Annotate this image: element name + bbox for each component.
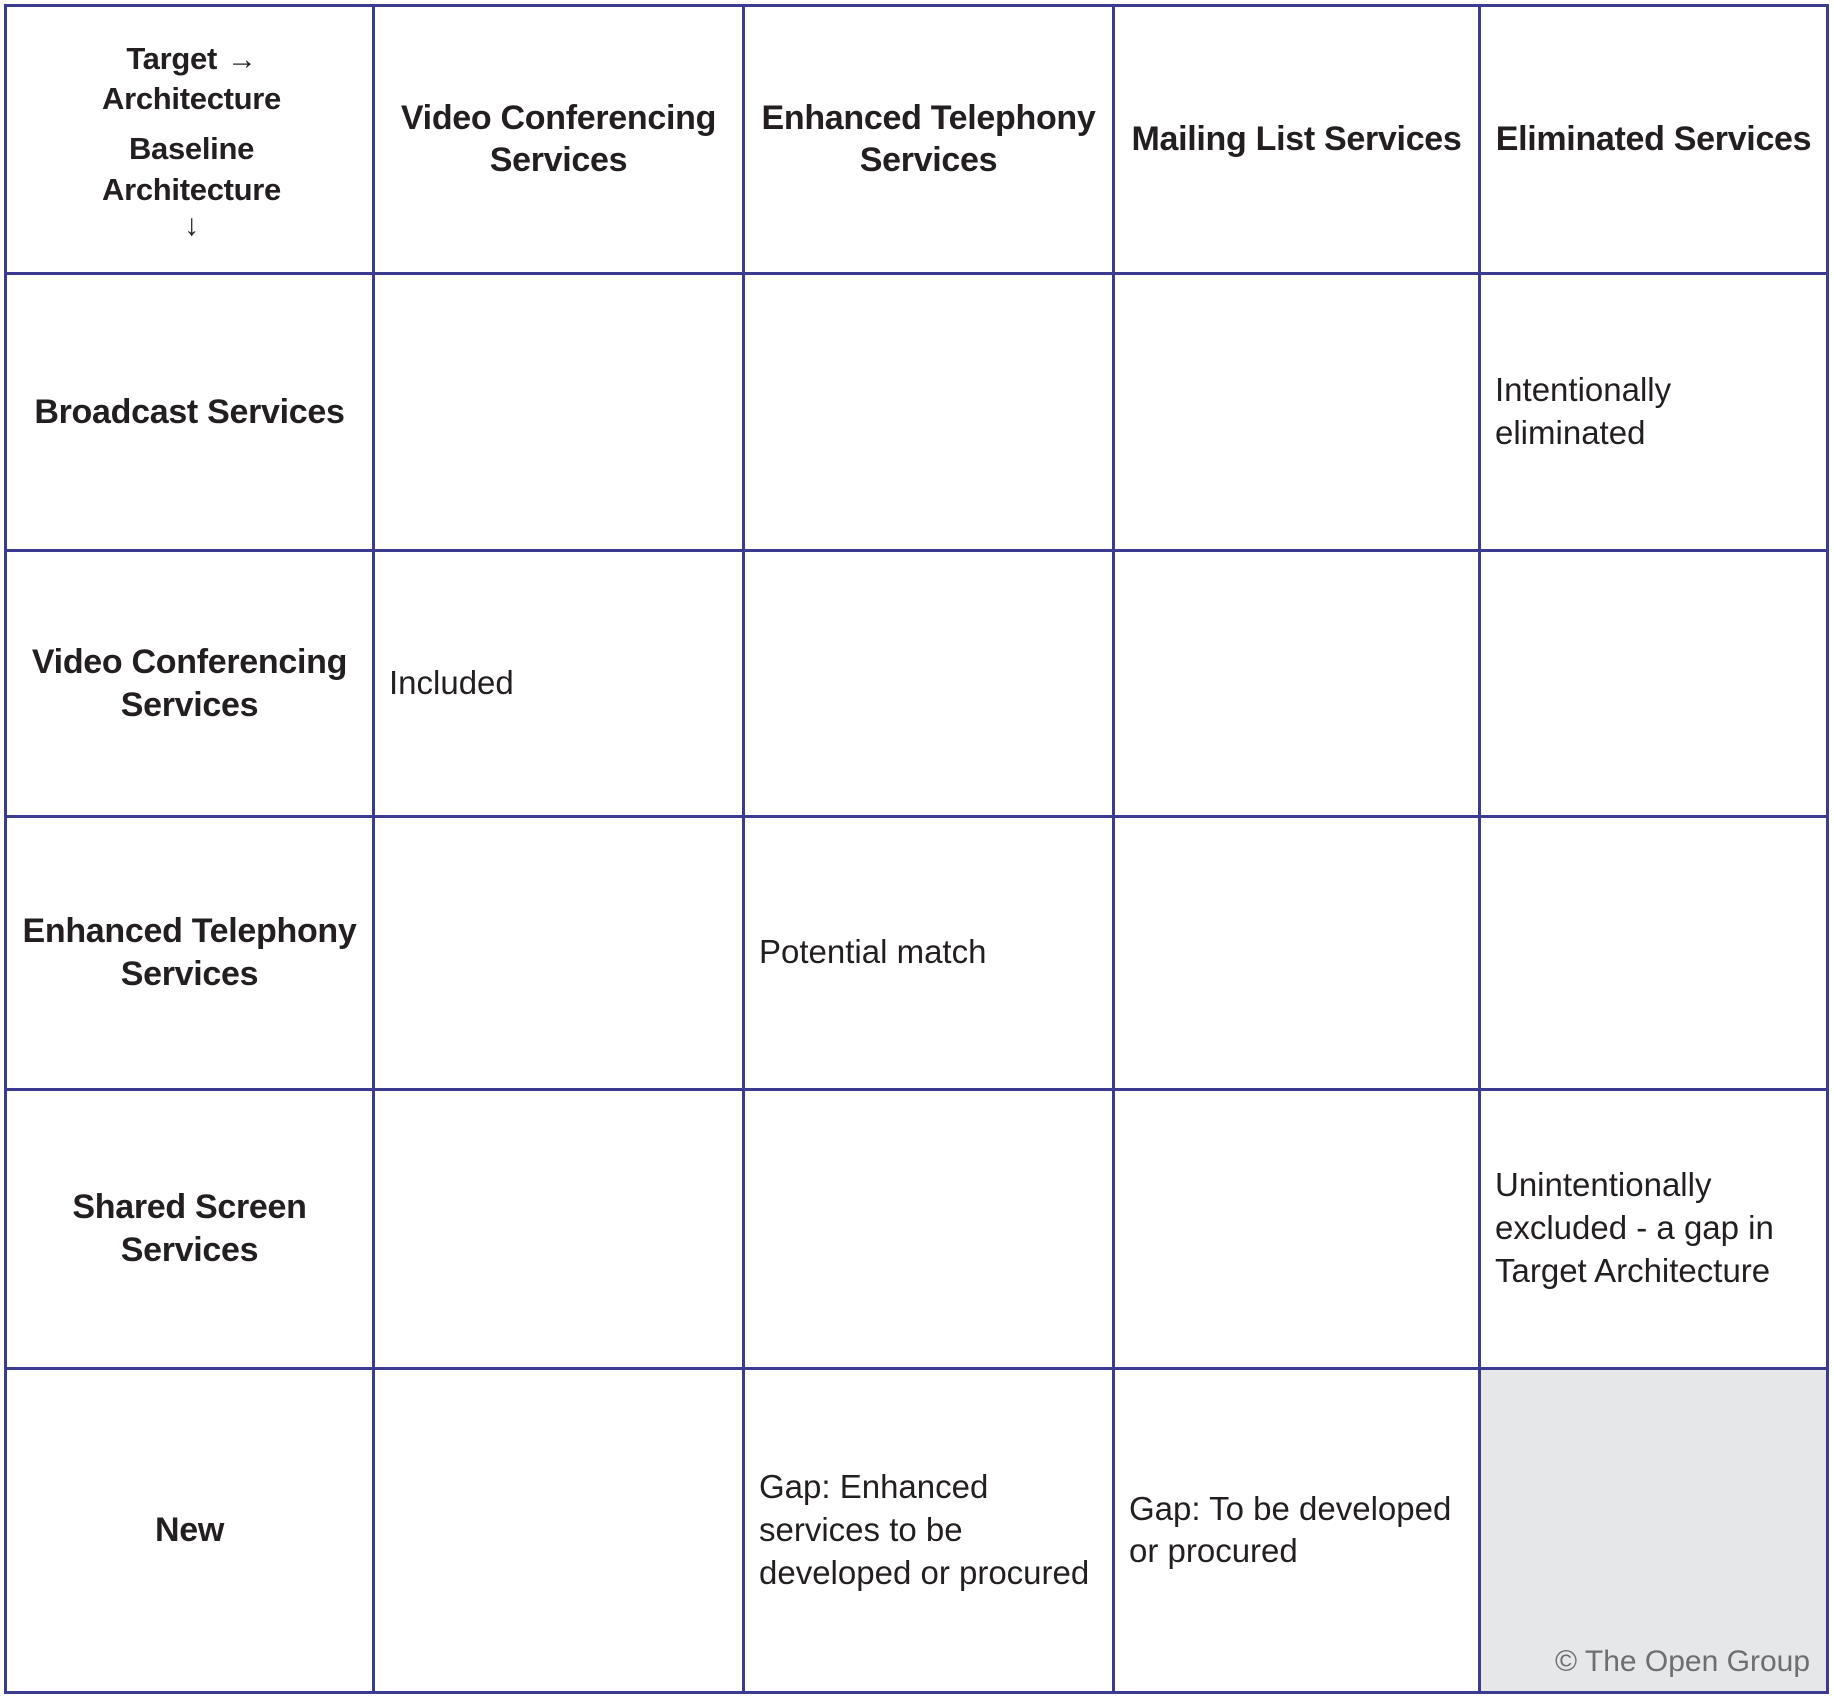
corner-target-label: Target [126,40,217,76]
column-header-enhanced-telephony-services: Enhanced Telephony Services [744,6,1114,274]
cell-new-enhanced-telephony: Gap: Enhanced services to be developed or procured [744,1368,1114,1692]
cell-new-video-conferencing [374,1368,744,1692]
arrow-down-icon: ↓ [184,208,199,242]
corner-baseline-architecture-label: Architecture [101,171,281,207]
table-row [6,551,1828,817]
corner-baseline-group [27,129,356,210]
row-header-video-conferencing-services: Video Conferencing Services [6,551,374,817]
cell-broadcast-eliminated: Intentionally eliminated [1480,274,1828,551]
table-row [6,817,1828,1090]
table-row [6,1089,1828,1368]
cell-broadcast-video-conferencing [374,274,744,551]
cell-enhanced-telephony-enhanced-telephony: Potential match [744,817,1114,1090]
row-header-broadcast-services: Broadcast Services [6,274,374,551]
corner-target-architecture-label: Architecture [101,81,281,117]
arrow-right-icon: → [226,42,257,76]
copyright-notice: © The Open Group [1554,1645,1810,1678]
matrix-corner-cell [6,6,374,274]
cell-video-conferencing-enhanced-telephony [744,551,1114,817]
table-row [6,274,1828,551]
column-header-eliminated-services: Eliminated Services [1480,6,1828,274]
column-header-mailing-list-services: Mailing List Services [1114,6,1480,274]
cell-broadcast-mailing-list [1114,274,1480,551]
cell-enhanced-telephony-eliminated [1480,817,1828,1090]
row-header-new: New [6,1368,374,1692]
cell-broadcast-enhanced-telephony [744,274,1114,551]
cell-video-conferencing-eliminated [1480,551,1828,817]
cell-new-eliminated [1480,1368,1828,1692]
corner-target-group [27,39,356,120]
table-row [6,1368,1828,1692]
cell-shared-screen-enhanced-telephony [744,1089,1114,1368]
cell-enhanced-telephony-mailing-list [1114,817,1480,1090]
cell-enhanced-telephony-video-conferencing [374,817,744,1090]
cell-shared-screen-eliminated: Unintentionally excluded - a gap in Target Architecture [1480,1089,1828,1368]
gap-matrix-table [4,4,1829,1694]
cell-shared-screen-mailing-list [1114,1089,1480,1368]
row-header-shared-screen-services: Shared Screen Services [6,1089,374,1368]
corner-target-line [27,39,356,79]
column-header-video-conferencing-services: Video Conferencing Services [374,6,744,274]
row-header-enhanced-telephony-services: Enhanced Telephony Services [6,817,374,1090]
corner-baseline-label: Baseline [128,131,255,167]
cell-video-conferencing-video-conferencing: Included [374,551,744,817]
cell-video-conferencing-mailing-list [1114,551,1480,817]
matrix-header-row [6,6,1828,274]
cell-new-mailing-list: Gap: To be developed or procured [1114,1368,1480,1692]
cell-shared-screen-video-conferencing [374,1089,744,1368]
